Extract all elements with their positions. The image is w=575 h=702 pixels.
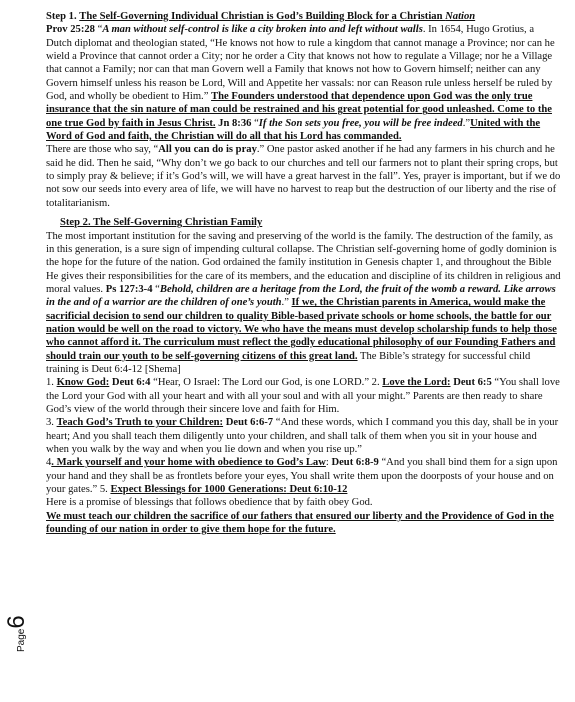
item1-number: 1.	[46, 377, 57, 389]
item3-text: “And these words, which I command you this day, shall be in your heart; And you shall teach them diligently unto your children, and shall talk of them when you sit in your house and when you walk by the way and when you lie down and when you rise up.”	[46, 417, 559, 455]
step2-paragraph	[46, 230, 562, 537]
item3-title: Teach God’s Truth to your Children:	[56, 417, 224, 429]
founders-statement: The Founders understood that dependence upon God was the only true insurance that the sin nature of man could be restrained and his great potential for good unleashed. Come to the one true God by faith in Jesus Christ.	[46, 91, 552, 129]
item4-title: . Mark yourself and your home with obedience to God’s Law	[51, 457, 326, 469]
prov-quote: A man without self-control is like a city broken into and left without walls	[102, 24, 423, 36]
step1-heading: Step 1.	[46, 11, 77, 22]
pray-post: .” One pastor asked another if he had any farmers in his church and he said he did. Then he said, “Why don’t we go back to our churches and tell our farmers not to plant their spring crops, but to simply pray & believe; if it’s God’s will, we will have a great harvest in the fall”. Yes, prayer is important, but if we do not sow our seeds into every area of life, we will have no harvest to reap but the destruction of our liberty and the rise of totalitarianism.	[46, 144, 561, 209]
item1-title: Know God:	[56, 377, 110, 389]
pray-bold: All you can do is pray	[158, 144, 257, 156]
item2-ref: Deut 6:5	[450, 377, 492, 389]
item4-ref: Deut 6:8-9	[331, 457, 379, 469]
step1-title-text: The Self-Governing Individual Christian is God’s Building Block for a Christian	[79, 11, 446, 22]
ps-quote-close: .”	[281, 297, 292, 309]
prov-ref: Prov 25:28	[46, 24, 95, 36]
step2-heading-line	[46, 216, 562, 229]
step1-paragraph	[46, 10, 562, 210]
united-statement: United with the Word of God and faith, the Christian will do all that his Lord has commanded.	[46, 117, 541, 143]
prov-quote-open: “	[94, 24, 103, 36]
item5-title: Expect Blessings for 1000 Generations:	[110, 484, 287, 496]
item1-text: “Hear, O Israel: The Lord our God, is one LORD.” 2.	[150, 377, 383, 389]
document-page	[46, 10, 562, 536]
item2-text: “You shall love the Lord your God with all your heart and with all your soul and with all your might.” Parents are then ready to share God’s view of the world through their sincere love and faith for Him.	[46, 377, 560, 415]
jn-ref: Jn 8:36	[215, 117, 252, 129]
ps-ref: Ps 127:3-4	[103, 283, 153, 295]
jn-quote-close: .”	[462, 117, 471, 129]
ps-quote-open: “	[152, 283, 160, 295]
jn-quote: If the Son sets you free, you will be free indeed	[258, 117, 463, 129]
step2-heading: Step 2. The Self-Governing Christian Family	[60, 217, 263, 229]
jn-quote-open: “	[251, 117, 259, 129]
ps-quote: Behold, children are a heritage from the Lord, the fruit of the womb a reward. Like arrows in the and of a warrior are the children of one’s youth	[46, 283, 556, 309]
closing-statement: We must teach our children the sacrifice of our fathers that ensured our liberty and the Providence of God in the founding of our nation in order to give them hope for the future.	[46, 510, 554, 536]
step1-title-italic: Nation	[445, 11, 476, 22]
parents-call: If we, the Christian parents in America, would make the sacrificial decision to send our children to quality Bible-based private schools or home schools, the battle for our nation would be well on the road to victory. We who have the means must develop scholarship funds to help those who cannot afford it. The curriculum must reflect the godly educational philosophy of our Founding Fathers and should train our youth to be self-governing citizens of this great land.	[46, 297, 557, 362]
family-intro: The most important institution for the saving and preserving of the world is the family. The destruction of the family, as in this generation, is a sure sign of impending cultural collapse. The Christian self-governing home of godly dominion is the hope for the future of the nation. God ordained the family institution in Genesis chapter 1, and throughout the Bible He gives their responsibilities for the care of its members, and the education and discipline of its children in religious and moral values.	[46, 230, 561, 295]
page-number-label	[3, 615, 31, 652]
item5-ref: Deut 6:10-12	[286, 484, 348, 496]
item1-ref: Deut 6:4	[109, 377, 151, 389]
item3-ref: Deut 6:6-7	[223, 417, 274, 429]
item4-text: “And you shall bind them for a sign upon your hand and they shall be as frontlets before your eyes, You shall write them upon the doorposts of your house and on your gates.” 5.	[46, 457, 558, 496]
page-number: 6	[3, 615, 30, 629]
bible-strategy: The Bible’s strategy for successful child training is Deut 6:4-12 [Shema]	[46, 350, 531, 375]
step1-title	[79, 11, 475, 22]
item3-number: 3.	[46, 417, 57, 429]
item5-text: Here is a promise of blessings that follows obedience that by faith obey God.	[46, 497, 373, 509]
item4-number: 4	[46, 457, 52, 469]
item2-title: Love the Lord:	[382, 377, 451, 389]
grotius-text: . In 1654, Hugo Grotius, a Dutch diplomat and theologian stated, “He knows not how to rule a kingdom that cannot manage a Province; nor can he wield a Province that cannot order a City; nor he order a City that knows not how to regulate a Village; nor he a Village that cannot a Family; nor can that man Govern well a Family that knows not how to Govern himself; neither can any Govern himself unless his reason be Lord, Will and Appetite her vassals: nor can Reason rule unless herself be ruled by God, and wholly be obedient to Him.”	[46, 24, 555, 103]
pray-pre: There are those who say, “	[46, 144, 159, 156]
page-word: Page	[16, 628, 27, 652]
item4-colon: :	[325, 457, 332, 469]
